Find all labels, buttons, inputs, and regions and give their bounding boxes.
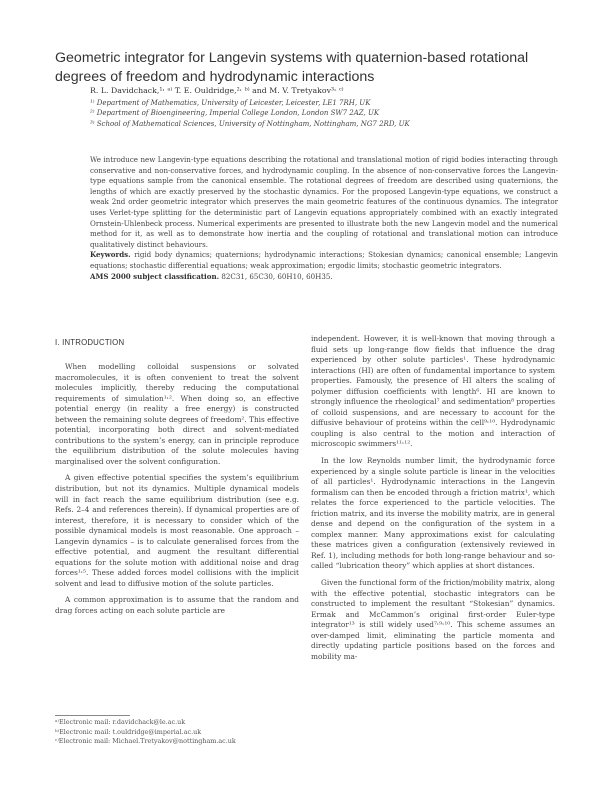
- paper-title: Geometric integrator for Langevin systems with quaternion-based rotational degrees of freedom and hydrodynamic interactions: [55, 50, 529, 85]
- ams-codes: 82C31, 65C30, 60H10, 60H35.: [221, 271, 333, 281]
- affiliations: [90, 98, 430, 129]
- abstract-text: We introduce new Langevin-type equations describing the rotational and translational motion of rigid bodies interacting through conservative and non-conservative forces, and hydrodynamic coupling. In the absence of non-conservative forces the Langevin-type equations sample from the canonical ensemble. The rotational degrees of freedom are described using quaternions, the lengths of which are exactly preserved by the stochastic dynamics. For the proposed Langevin-type equations, we construct a weak 2nd order geometric integrator which preserves the main geometric features of the continuous dynamics. The integrator uses Verlet-type splitting for the deterministic part of Langevin equations appropriately combined with an exactly integrated Ornstein-Uhlenbeck process. Numerical experiments are presented to illustrate both the new Langevin model and the numerical method for it, as well as to demonstrate how inertia and the coupling of rotational and translational motion can introduce qualitatively distinct behaviours.: [90, 155, 558, 249]
- footnote-email-1: ᵃ⁾Electronic mail: r.davidchack@le.ac.uk: [55, 718, 186, 726]
- affiliation-2: ²⁾ Department of Bioengineering, Imperial College London, London SW7 2AZ, UK: [90, 109, 380, 118]
- author-list: R. L. Davidchack,¹˒ ᵃ⁾ T. E. Ouldridge,²˒ ᵇ⁾ and M. V. Tretyakov³˒ ᶜ⁾: [90, 86, 344, 95]
- ams-classification-line: [90, 272, 558, 283]
- footnote-email-2: ᵇ⁾Electronic mail: t.ouldridge@imperial.ac.uk: [55, 727, 202, 736]
- ams-label: AMS 2000 subject classification.: [90, 271, 220, 281]
- abstract-block: [90, 155, 558, 282]
- paragraph: When modelling colloidal suspensions or solvated macromolecules, it is often convenient to treat the solvent molecules implicitly, thereby reducing the computational requirements of simulation¹˒². When doing so, an effective potential energy (in reality a free energy) is constructed between the remaining solute degrees of freedom². This effective potential, incorporating both direct and solvent-mediated contributions to the system’s energy, can in principle reproduce the equilibrium distribution of the solute molecules having marginalised over the solvent configuration.: [55, 362, 299, 466]
- affiliation-3: ³⁾ School of Mathematical Sciences, University of Nottingham, Nottingham, NG7 2RD, UK: [90, 119, 410, 128]
- left-text-column: [55, 362, 299, 623]
- keywords-text: rigid body dynamics; quaternions; hydrodynamic interactions; Stokesian dynamics; canonical ensemble; Langevin equations; stochastic differential equations; weak approximation; ergodic limits; stochastic geometric integrators.: [90, 250, 559, 270]
- paragraph: independent. However, it is well-known that moving through a fluid sets up long-range flow fields that influence the drag experienced by other solute particles¹. These hydrodynamic interactions (HI) are often of fundamental importance to system properties. Famously, the presence of HI alters the scaling of polymer diffusion coefficients with length⁶. HI are known to strongly influence the rheological⁷ and sedimentation⁸ properties of colloid suspensions, and are necessary to account for the diffusive behaviour of proteins within the cell⁹˒¹⁰. Hydrodynamic coupling is also central to the motion and interaction of microscopic swimmers¹¹˒¹².: [311, 334, 555, 449]
- footnotes: [55, 718, 305, 747]
- right-text-column: [311, 334, 555, 668]
- section-heading-introduction: I. INTRODUCTION: [55, 338, 125, 347]
- paragraph: A common approximation is to assume that the random and drag forces acting on each solute particle are: [55, 595, 299, 616]
- paragraph: In the low Reynolds number limit, the hydrodynamic force experienced by a single solute particle is linear in the velocities of all particles¹. Hydrodynamic interactions in the Langevin formalism can then be encoded through a friction matrix¹, which relates the force experienced to the particle velocities. The friction matrix, and its inverse the mobility matrix, are in general dense and depend on the configuration of the system in a complex manner. Many approximations exist for calculating these matrices given a configuration (extensively reviewed in Ref. 1), including methods for both long-range behaviour and so-called “lubrication theory” which applies at short distances.: [311, 456, 555, 571]
- footnote-divider: [55, 715, 130, 716]
- paragraph: A given effective potential specifies the system’s equilibrium distribution, but not its dynamics. Multiple dynamical models will in fact reach the same equilibrium distribution (see e.g. Refs. 2–4 and references therein). If dynamical properties are of interest, therefore, it is necessary to consider which of the possible dynamical models is most reasonable. One approach – Langevin dynamics – is to calculate generalised forces from the effective potential, and augment the resultant differential equations for the solute motion with additional noise and drag forces¹˒⁵. These added forces model collisions with the implicit solvent and lead to diffusive motion of the solute particles.: [55, 473, 299, 588]
- paragraph: Given the functional form of the friction/mobility matrix, along with the effective potential, stochastic integrators can be constructed to implement the resultant “Stokesian” dynamics. Ermak and McCammon’s original first-order Euler-type integrator¹³ is still widely used⁷˒⁹˒¹⁰. This scheme assumes an over-damped limit, eliminating the particle momenta and directly updating particle positions based on the forces and mobility ma-: [311, 578, 555, 661]
- affiliation-1: ¹⁾ Department of Mathematics, University of Leicester, Leicester, LE1 7RH, UK: [90, 99, 371, 107]
- keywords-label: Keywords.: [90, 250, 131, 260]
- footnote-email-3: ᶜ⁾Electronic mail: Michael.Tretyakov@nottingham.ac.uk: [55, 737, 236, 746]
- keywords-line: [90, 250, 558, 271]
